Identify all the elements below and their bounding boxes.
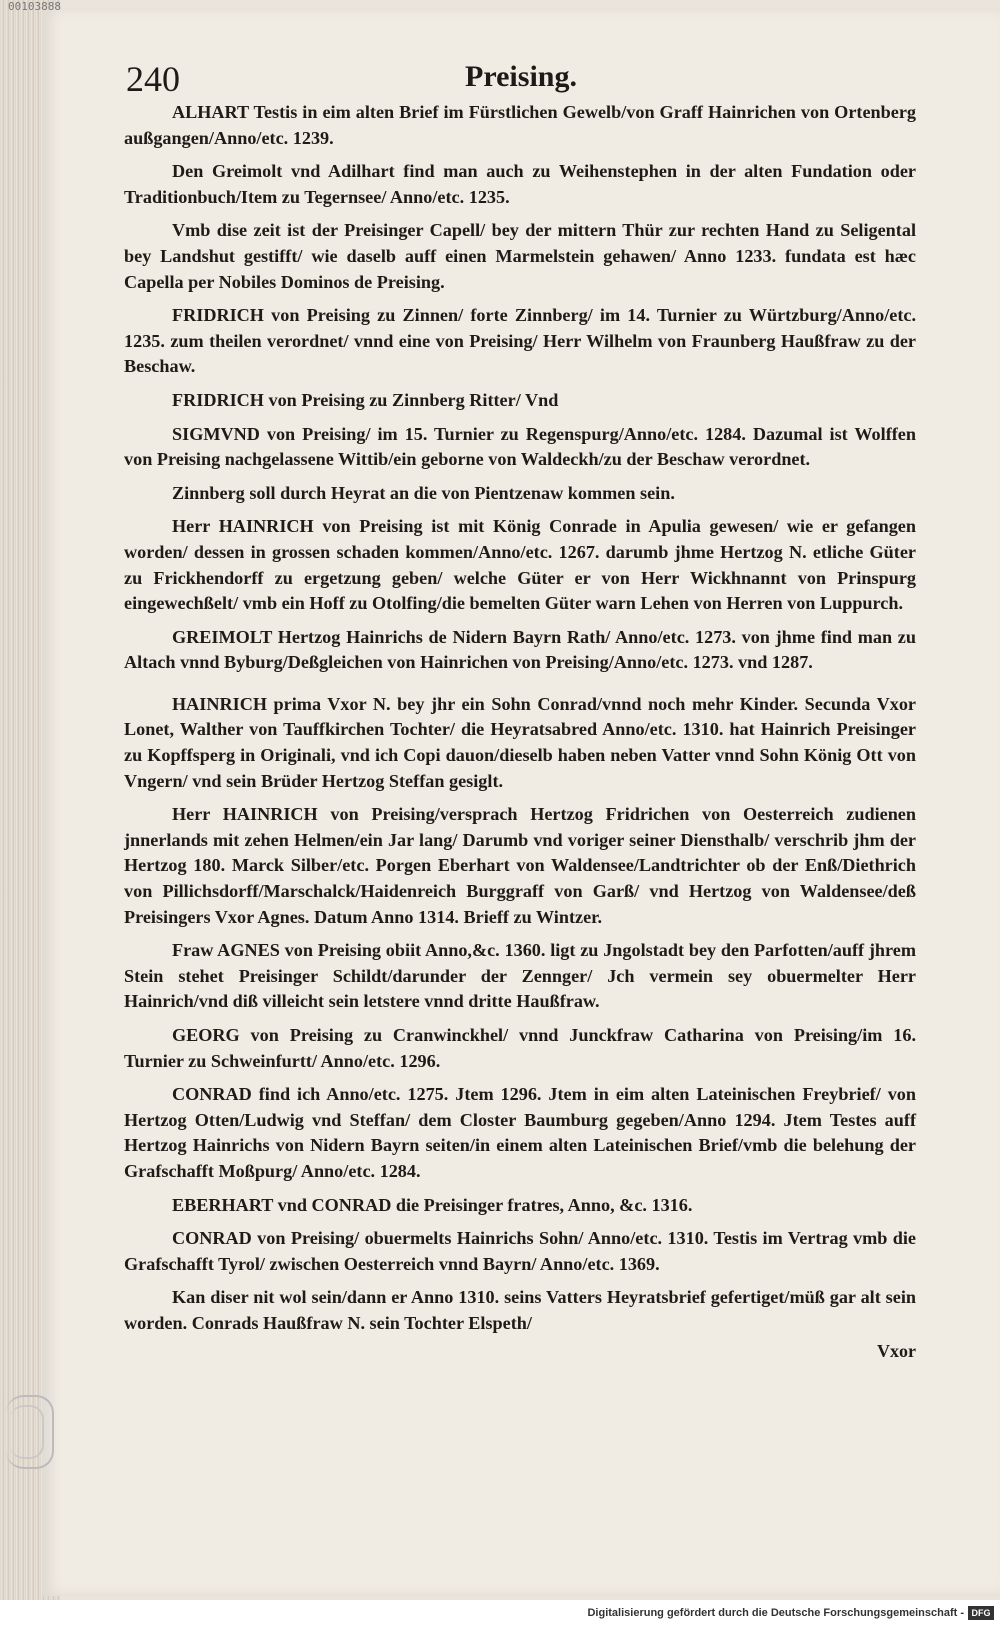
paragraph: Kan diser nit wol sein/dann er Anno 1310. seins Vatters Heyratsbrief gefertiget/müß gar alt sein worden. Conrads Haußfraw N. sein Tochter Elspeth/ xyxy=(124,1287,916,1333)
paragraph: FRIDRICH von Preising zu Zinnberg Ritter/ Vnd xyxy=(172,389,559,410)
paragraph: Herr HAINRICH von Preising ist mit König Conrade in Apulia gewesen/ wie er gefangen worden/ dessen in grossen schaden kommen/Anno/etc. 1267. darumb jhme Hertzog N. etliche Güter zu Frickhendorff zu ergetzung geben/ welche Güter er von Herr Wickhnannt von Prinspurg eingewechßelt/ vmb ein Hoff zu Otolfing/die bemelten Güter warn Lehen von Herren von Luppurch. xyxy=(124,516,916,614)
paragraph: ALHART Testis in eim alten Brief im Fürstlichen Gewelb/von Graff Hainrichen von Ortenberg außgangen/Anno/etc. 1239. xyxy=(124,102,916,148)
paragraph: Vmb dise zeit ist der Preisinger Capell/ bey der mittern Thür zur rechten Hand zu Seligental bey Landshut gestifft/ wie daselb auff einen Marmelstein gehawen/ Anno 1233. fundata est hæc Capella per Nobiles Dominos de Preising. xyxy=(124,220,916,292)
paragraph: GEORG von Preising zu Cranwinckhel/ vnnd Junckfraw Catharina von Preising/im 16. Turnier zu Schweinfurtt/ Anno/etc. 1296. xyxy=(124,1025,916,1071)
paragraph: GREIMOLT Hertzog Hainrichs de Nidern Bayrn Rath/ Anno/etc. 1273. von jhme find man zu Altach vnnd Byburg/Deßgleichen von Hainrichen von Preising/Anno/etc. 1273. vnd 1287. xyxy=(124,626,916,673)
footer-credit: Digitalisierung gefördert durch die Deutsche Forschungsgemeinschaft - xyxy=(587,1607,964,1619)
paragraph: Zinnberg soll durch Heyrat an die von Pientzenaw kommen sein. xyxy=(172,482,675,503)
paragraph: Den Greimolt vnd Adilhart find man auch zu Weihenstephen in der alten Fundation oder Traditionbuch/Item zu Tegernsee/ Anno/etc. 1235. xyxy=(124,161,916,207)
footer-bar xyxy=(0,1600,1000,1627)
paragraph: Herr HAINRICH von Preising/versprach Hertzog Fridrichen von Oesterreich zudienen jnnerlands mit zehen Helmen/ein Jar lang/ Darumb vnd voriger seiner Diensthalb/ verschrib jhm der Hertzog 180. Marck Silber/etc. Porgen Eberhart von Waldensee/Landtrichter ob der Enß/Diethrich von Pillichsdorff/Marschalck/Haidenreich Burggraff von Garß/ vnd Hertzog von Waldensee/deß Preisingers Vxor Agnes. Datum Anno 1314. Brieff zu Wintzer. xyxy=(124,804,916,927)
running-head: Preising. xyxy=(465,60,577,93)
paragraph: CONRAD find ich Anno/etc. 1275. Jtem 1296. Jtem in eim alten Lateinischen Freybrief/ von Hertzog Otten/Ludwig vnd Steffan/ dem Closter Baumburg gegeben/Anno 1294. Jtem Testes auff Hertzog Hainrichs von Nidern Bayrn seiten/in einem alten Lateinischen Brief/vmb die belehung der Grafschafft Moßpurg/ Anno/etc. 1284. xyxy=(124,1084,916,1181)
paragraph: CONRAD von Preising/ obuermelts Hainrichs Sohn/ Anno/etc. 1310. Testis im Vertrag vmb die Grafschafft Tyrol/ zwischen Oesterreich vnnd Bayrn/ Anno/etc. 1369. xyxy=(124,1228,916,1274)
clip-mark-inner xyxy=(10,1405,44,1459)
paragraph: FRIDRICH von Preising zu Zinnen/ forte Zinnberg/ im 14. Turnier zu Würtzburg/Anno/etc. 1235. zum theilen verordnet/ vnnd eine von Preising/ Herr Wilhelm von Fraunberg Haußfraw zu der Beschaw. xyxy=(124,305,916,377)
scan-id: 00103888 xyxy=(8,0,61,13)
paragraph: Fraw AGNES von Preising obiit Anno,&c. 1360. ligt zu Jngolstadt bey den Parfotten/auff jhrem Stein stehet Preisinger Schildt/darunder der Zennger/ Jch vermein sey obuermelter Herr Hainrich/vnd diß villeicht sein letstere vnnd dritte Haußfraw. xyxy=(124,940,916,1012)
paragraph: EBERHART vnd CONRAD die Preisinger fratres, Anno, &c. 1316. xyxy=(172,1194,693,1215)
paragraph: HAINRICH prima Vxor N. bey jhr ein Sohn Conrad/vnnd noch mehr Kinder. Secunda Vxor Lonet, Walther von Tauffkirchen Tochter/ die Heyratsabred Anno/etc. 1310. hat Hainrich Preisinger zu Kopffsperg in Originali, vnd ich Copi dauon/dieselb haben neben Vatter vnnd Sohn König Ott von Vngern/ vnd sein Brüder Hertzog Steffan gesiglt. xyxy=(124,693,916,791)
catchword: Vxor xyxy=(877,1340,916,1361)
text-block xyxy=(124,100,916,1362)
dfg-logo-icon: DFG xyxy=(968,1606,994,1620)
paragraph: SIGMVND von Preising/ im 15. Turnier zu Regenspurg/Anno/etc. 1284. Dazumal ist Wolffen von Preising nachgelassene Wittib/ein geborne von Waldeckh/zu der Beschaw verordnet. xyxy=(124,423,916,470)
page-number: 240 xyxy=(126,59,180,99)
